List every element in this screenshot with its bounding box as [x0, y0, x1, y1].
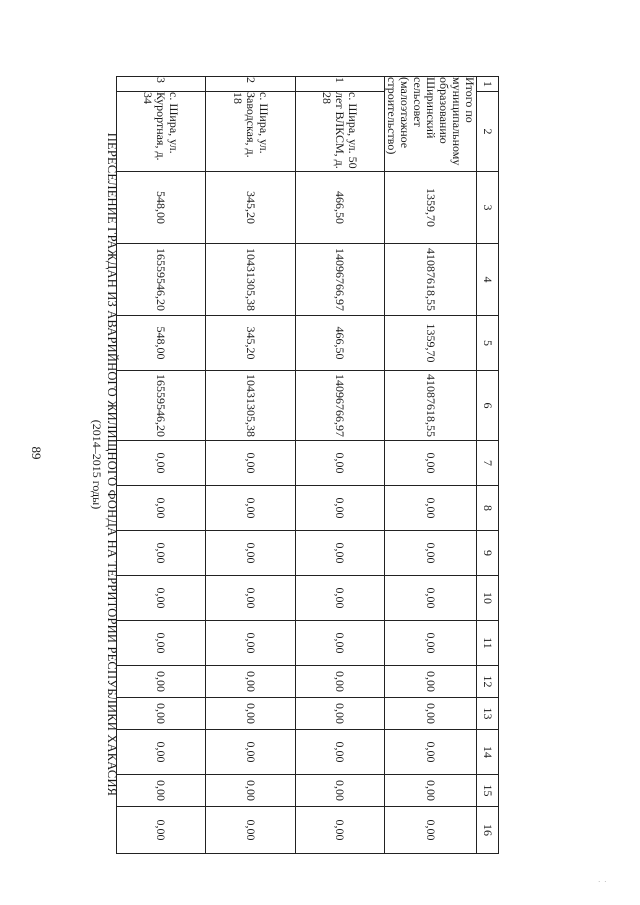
table-cell: 0,00 [296, 486, 385, 531]
table-cell: 345,20 [206, 316, 296, 371]
table-cell: 41087618,55 [385, 371, 477, 441]
table-cell: 0,00 [385, 807, 477, 854]
table-cell: 0,00 [206, 441, 296, 486]
col-number: 4 [477, 244, 499, 316]
col-number: 1 [477, 77, 499, 92]
table-cell: 0,00 [117, 441, 206, 486]
document-subtitle: (2014–2015 годы) [90, 419, 104, 510]
col-number: 7 [477, 441, 499, 486]
address-cell: с. Шира, ул. 50 лет ВЛКСМ, д. 28 [296, 92, 385, 172]
summary-label: Итого по муниципальному образованию Ширинский сельсовет (малоэтажное строительство) [385, 77, 477, 172]
scan-speck: · · [598, 878, 608, 886]
col-number: 16 [477, 807, 499, 854]
resettlement-table [116, 76, 499, 854]
table-cell: 0,00 [117, 807, 206, 854]
table-cell: 0,00 [385, 775, 477, 807]
col-number: 14 [477, 730, 499, 775]
col-number: 6 [477, 371, 499, 441]
table-cell: 0,00 [385, 666, 477, 698]
page-number: 89 [29, 446, 44, 460]
table-cell: 0,00 [206, 621, 296, 666]
col-number: 9 [477, 531, 499, 576]
rotated-page-content [88, 76, 499, 853]
table-cell: 0,00 [117, 576, 206, 621]
table-cell: 0,00 [206, 698, 296, 730]
col-number: 2 [477, 92, 499, 172]
table-cell: 0,00 [385, 621, 477, 666]
table-cell: 0,00 [117, 698, 206, 730]
col-number: 13 [477, 698, 499, 730]
table-cell: 0,00 [385, 576, 477, 621]
table-cell: 0,00 [296, 441, 385, 486]
col-number: 10 [477, 576, 499, 621]
table-cell: 0,00 [296, 576, 385, 621]
table-cell: 345,20 [206, 172, 296, 244]
table-cell: 0,00 [385, 698, 477, 730]
table-cell: 0,00 [296, 531, 385, 576]
table-cell: 0,00 [117, 531, 206, 576]
col-number: 3 [477, 172, 499, 244]
table-cell: 0,00 [117, 666, 206, 698]
table-row [206, 77, 296, 854]
column-number-row [477, 77, 499, 854]
table-cell: 548,00 [117, 172, 206, 244]
col-number: 15 [477, 775, 499, 807]
landscape-table-area [88, 76, 499, 853]
table-cell: 0,00 [296, 666, 385, 698]
col-number: 12 [477, 666, 499, 698]
table-cell: 0,00 [296, 775, 385, 807]
table-row [296, 77, 385, 854]
table-cell: 0,00 [117, 621, 206, 666]
table-cell: 0,00 [296, 698, 385, 730]
table-cell: 14096766,97 [296, 371, 385, 441]
table-cell: 16559546,20 [117, 371, 206, 441]
col-number: 5 [477, 316, 499, 371]
page-footer-titles [88, 76, 119, 853]
table-cell: 10431305,38 [206, 244, 296, 316]
table-cell: 0,00 [385, 441, 477, 486]
table-row [385, 77, 477, 854]
table-cell: 0,00 [117, 730, 206, 775]
table-cell: 0,00 [206, 666, 296, 698]
address-cell: с. Шира, ул. Заводская, д. 18 [206, 92, 296, 172]
table-cell: 0,00 [206, 730, 296, 775]
table-cell: 1359,70 [385, 316, 477, 371]
document-title: ПЕРЕСЕЛЕНИЕ ГРАЖДАН ИЗ АВАРИЙНОГО ЖИЛИЩНОГО ФОНДА НА ТЕРРИТОРИИ РЕСПУБЛИКИ ХАКАСИЯ [105, 132, 119, 797]
col-number: 8 [477, 486, 499, 531]
table-row [117, 77, 206, 854]
table-cell: 16559546,20 [117, 244, 206, 316]
table-cell: 14096766,97 [296, 244, 385, 316]
table-cell: 1359,70 [385, 172, 477, 244]
table-cell: 0,00 [385, 730, 477, 775]
table-cell: 548,00 [117, 316, 206, 371]
table-cell: 10431305,38 [206, 371, 296, 441]
table-cell: 0,00 [117, 486, 206, 531]
table-cell: 0,00 [296, 621, 385, 666]
table-cell: 0,00 [206, 576, 296, 621]
table-cell: 0,00 [296, 807, 385, 854]
table-cell: 41087618,55 [385, 244, 477, 316]
table-cell: 0,00 [117, 775, 206, 807]
row-number: 1 [296, 77, 385, 92]
table-cell: 0,00 [206, 775, 296, 807]
table-cell: 0,00 [296, 730, 385, 775]
table-cell: 0,00 [206, 807, 296, 854]
table-cell: 466,50 [296, 172, 385, 244]
table-cell: 0,00 [385, 531, 477, 576]
address-cell: с. Шира, ул. Курортная, д. 34 [117, 92, 206, 172]
table-cell: 0,00 [206, 531, 296, 576]
row-number: 2 [206, 77, 296, 92]
col-number: 11 [477, 621, 499, 666]
table-cell: 0,00 [206, 486, 296, 531]
table-cell: 466,50 [296, 316, 385, 371]
table-cell: 0,00 [385, 486, 477, 531]
row-number: 3 [117, 77, 206, 92]
